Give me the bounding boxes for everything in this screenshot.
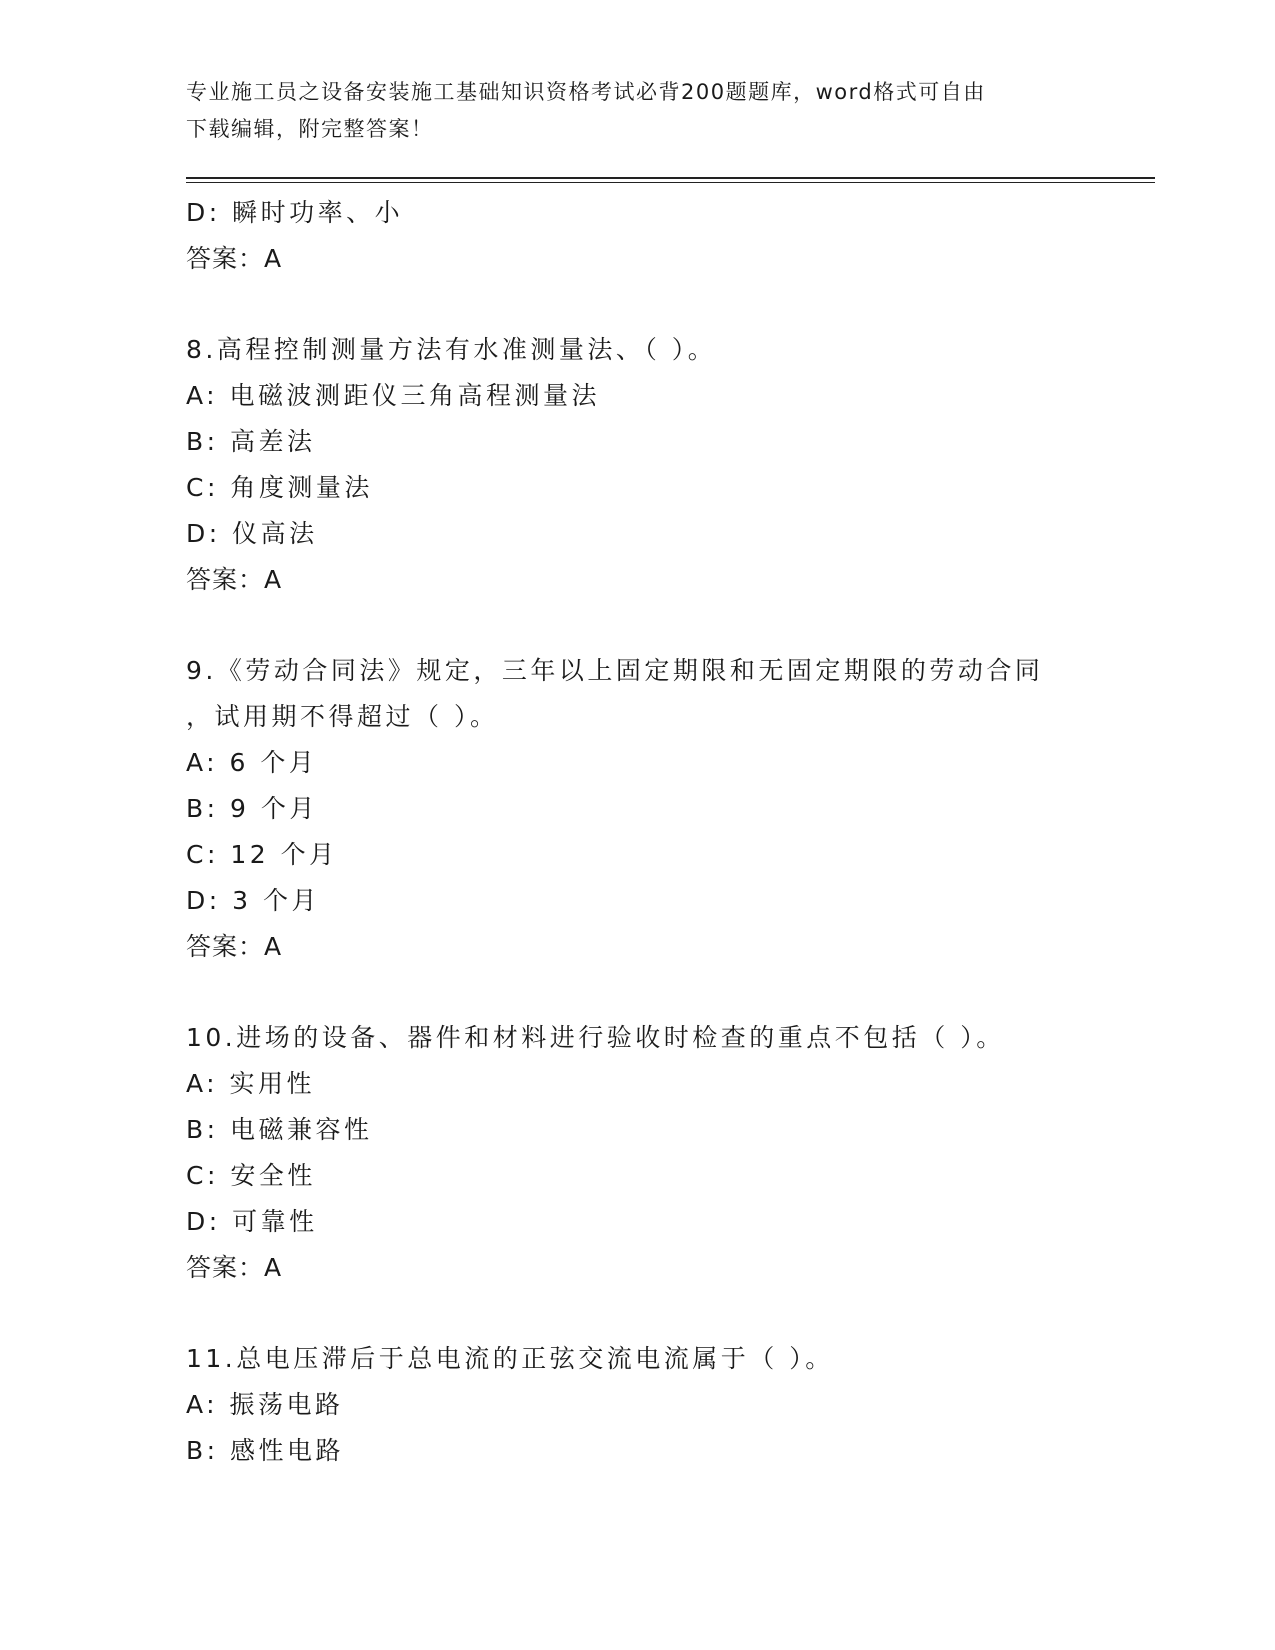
- question-stem: 10.进场的设备、器件和材料进行验收时检查的重点不包括（ ）。: [186, 1023, 1005, 1052]
- spacer: [186, 282, 1086, 327]
- option-b: B: 高差法: [186, 427, 316, 456]
- question-list: [186, 190, 1086, 1474]
- option-a: A: 振荡电路: [186, 1390, 344, 1419]
- question-stem-line-2: ，试用期不得超过（ ）。: [186, 702, 499, 731]
- option-d: D: 仪高法: [186, 519, 318, 548]
- answer-label: 答案：A: [186, 932, 283, 961]
- question-stem: 8.高程控制测量方法有水准测量法、（ ）。: [186, 335, 717, 364]
- option-d: D: 瞬时功率、小: [186, 198, 404, 227]
- question-8: [186, 327, 1086, 603]
- question-7-tail: [186, 190, 1086, 282]
- question-9: [186, 648, 1086, 970]
- spacer: [186, 603, 1086, 648]
- document-header: [186, 74, 1086, 148]
- option-b: B: 电磁兼容性: [186, 1115, 373, 1144]
- option-c: C: 12 个月: [186, 840, 338, 869]
- question-10: [186, 1015, 1086, 1291]
- option-c: C: 安全性: [186, 1161, 316, 1190]
- header-divider-thick: [186, 177, 1155, 179]
- answer-label: 答案：A: [186, 244, 283, 273]
- option-d: D: 3 个月: [186, 886, 320, 915]
- header-divider-thin: [186, 182, 1155, 183]
- option-a: A: 实用性: [186, 1069, 316, 1098]
- option-a: A: 电磁波测距仪三角高程测量法: [186, 381, 601, 410]
- answer-label: 答案：A: [186, 1253, 283, 1282]
- spacer: [186, 1291, 1086, 1336]
- answer-label: 答案：A: [186, 565, 283, 594]
- header-line-1: 专业施工员之设备安装施工基础知识资格考试必背200题题库，word格式可自由: [186, 80, 986, 104]
- spacer: [186, 970, 1086, 1015]
- question-11: [186, 1336, 1086, 1474]
- option-c: C: 角度测量法: [186, 473, 373, 502]
- option-b: B: 感性电路: [186, 1436, 345, 1465]
- option-d: D: 可靠性: [186, 1207, 318, 1236]
- header-line-2: 下载编辑，附完整答案！: [186, 117, 434, 141]
- option-b: B: 9 个月: [186, 794, 318, 823]
- question-stem: 11.总电压滞后于总电流的正弦交流电流属于（ ）。: [186, 1344, 834, 1373]
- question-stem-line-1: 9.《劳动合同法》规定，三年以上固定期限和无固定期限的劳动合同: [186, 656, 1044, 685]
- option-a: A: 6 个月: [186, 748, 318, 777]
